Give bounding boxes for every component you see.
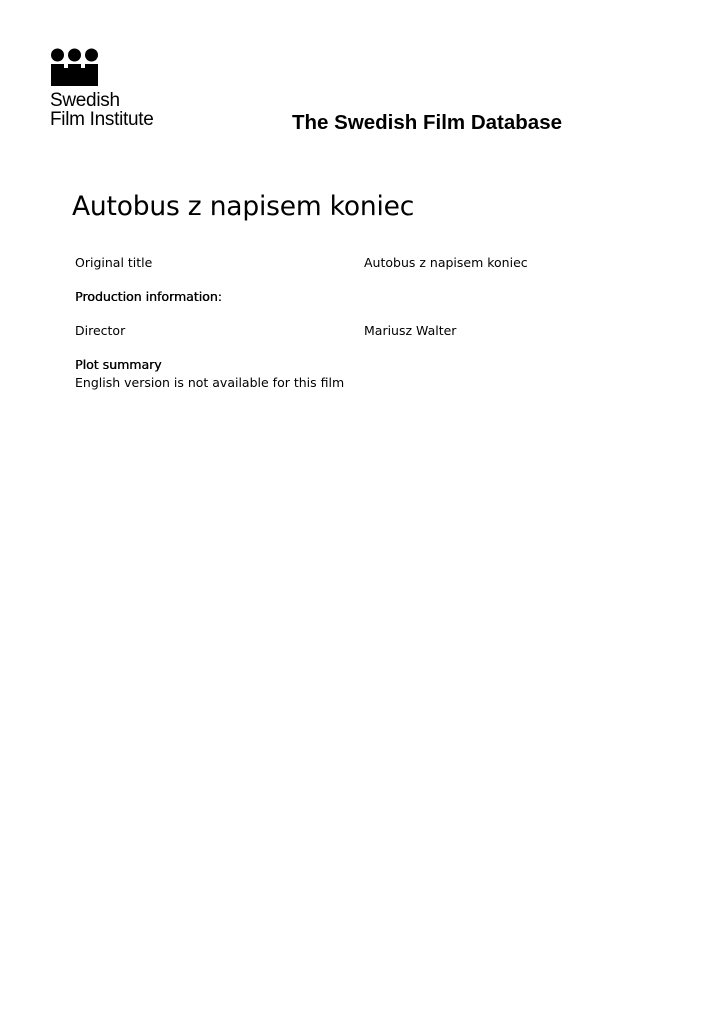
original-title-value: Autobus z napisem koniec (364, 255, 528, 270)
logo-wordmark (50, 91, 154, 129)
production-heading: Production information: (75, 289, 222, 304)
database-title: The Swedish Film Database (292, 111, 562, 134)
plot-heading: Plot summary (75, 357, 162, 372)
sfi-logo (50, 48, 190, 138)
sfi-people-logo-icon (50, 48, 100, 88)
logo-line-1: Swedish (50, 90, 120, 111)
director-label: Director (75, 323, 126, 338)
logo-line-2: Film Institute (50, 109, 154, 130)
director-value: Mariusz Walter (364, 323, 457, 338)
plot-summary-text: English version is not available for this film (75, 375, 345, 390)
original-title-label: Original title (75, 255, 153, 270)
film-title: Autobus z napisem koniec (72, 191, 415, 222)
